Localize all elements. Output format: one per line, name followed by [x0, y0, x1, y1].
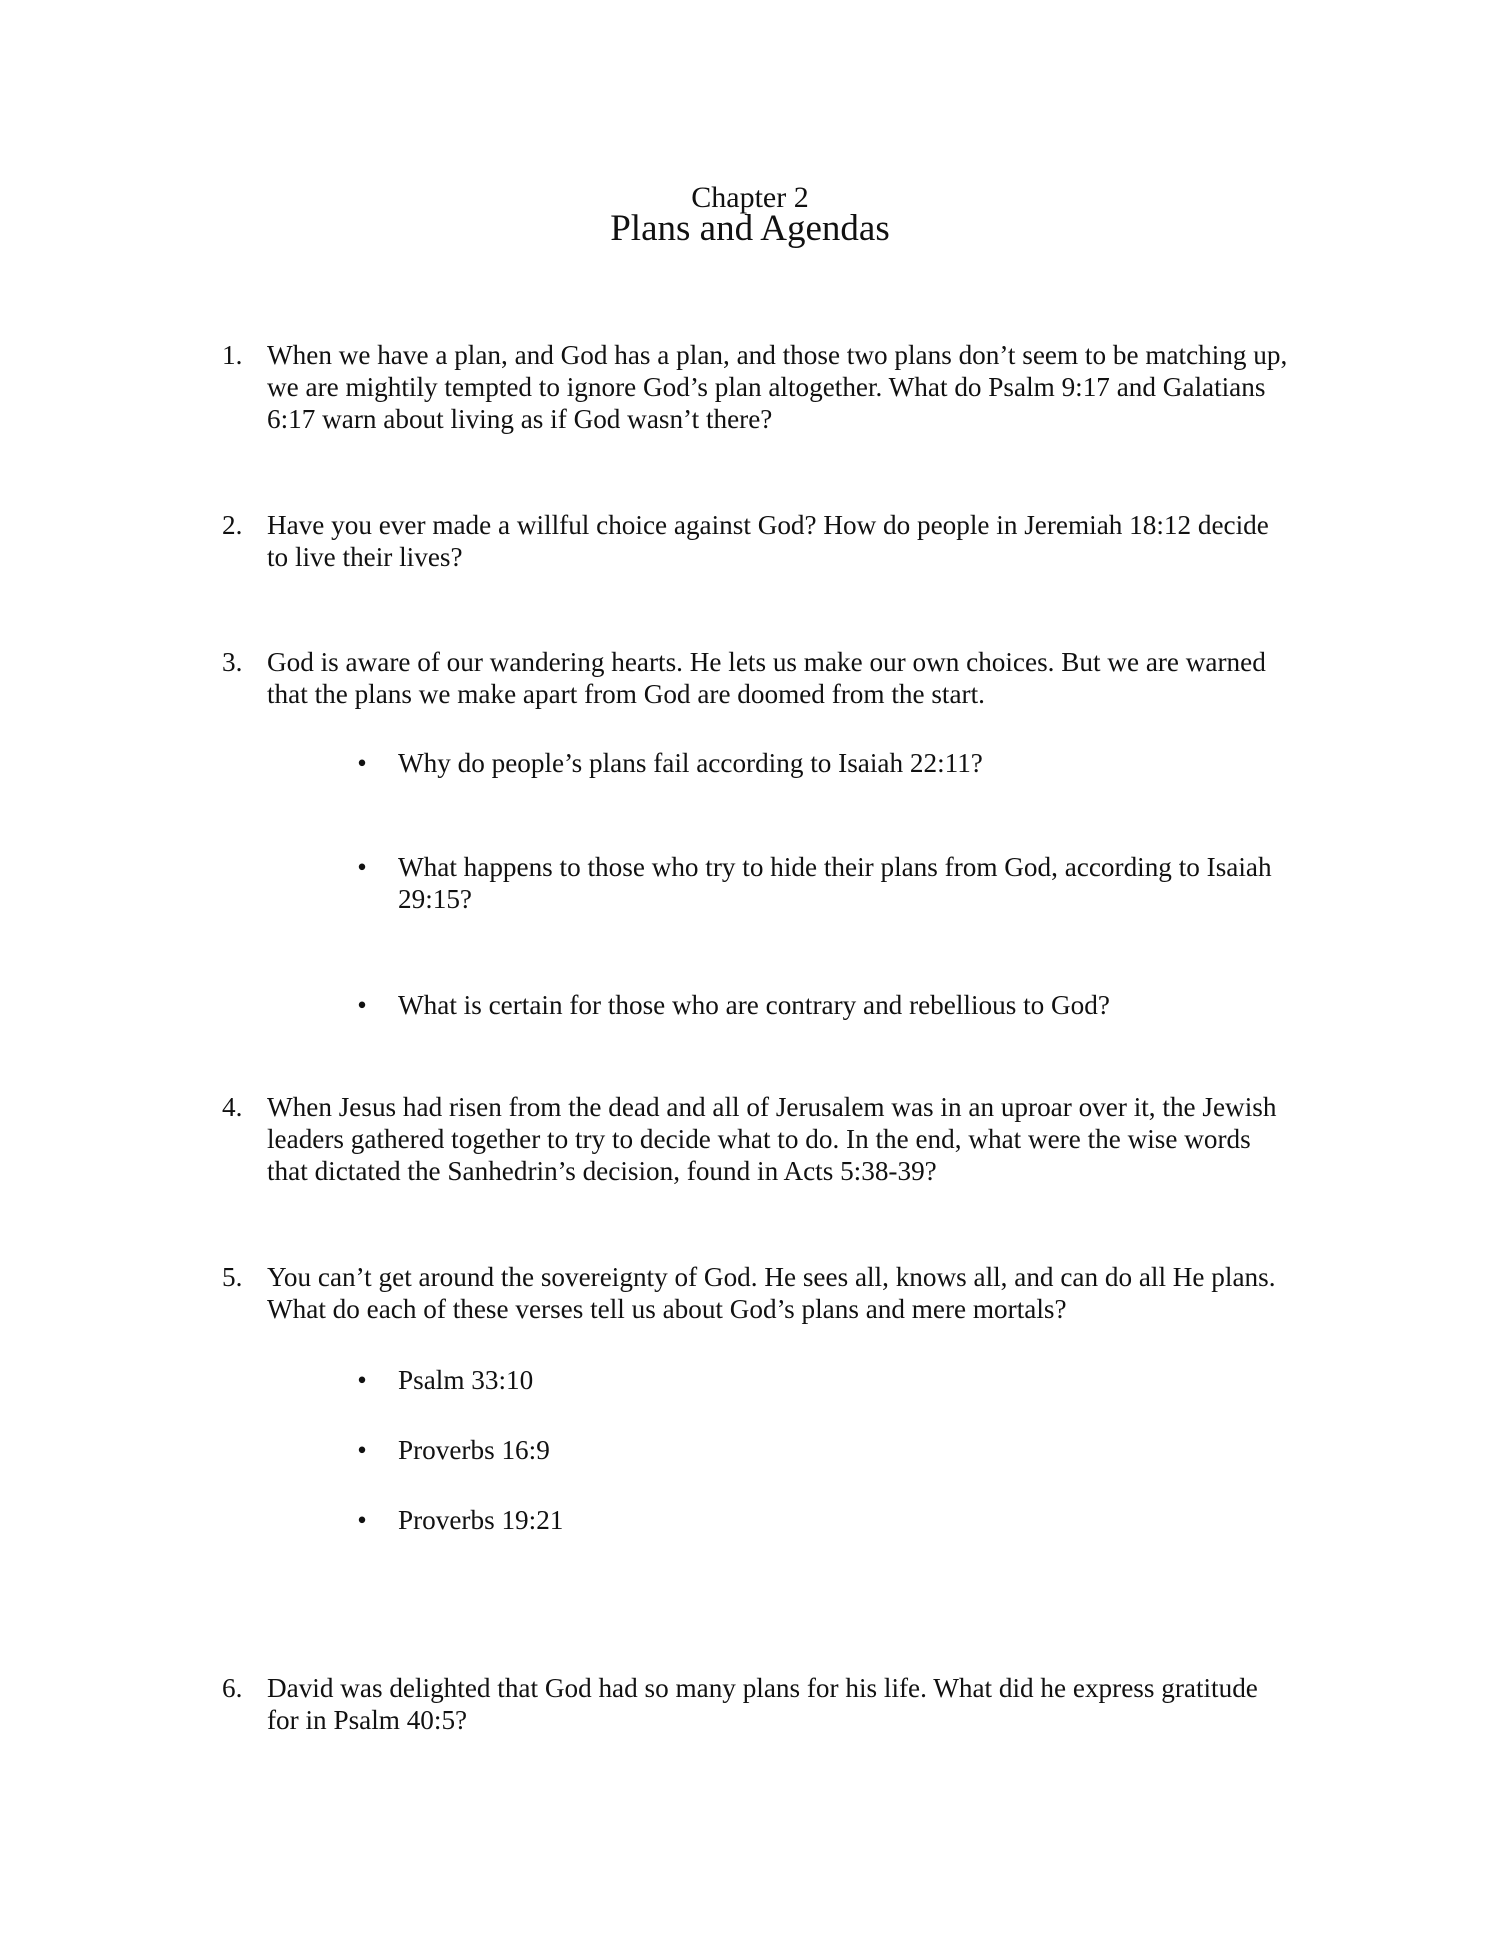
question-number: 3. [222, 647, 243, 677]
bullet-icon: • [357, 1365, 367, 1395]
bullet-icon: • [357, 852, 367, 882]
bullet-icon: • [357, 990, 367, 1020]
question-text: David was delighted that God had so many plans for his life. What did he express gratitude for in Psalm 40:5? [267, 1673, 1258, 1735]
question-number: 6. [222, 1673, 243, 1703]
question-number: 4. [222, 1092, 243, 1122]
question-text: God is aware of our wandering hearts. He lets us make our own choices. But we are warned that the plans we make apart from God are doomed from the start. [267, 647, 1266, 709]
bullet-text: What is certain for those who are contrary and rebellious to God? [398, 990, 1110, 1020]
question-1 [222, 339, 1292, 435]
chapter-label: Chapter 2 [691, 181, 809, 214]
bullet-icon: • [357, 748, 367, 778]
question-text: Have you ever made a willful choice against God? How do people in Jeremiah 18:12 decide to live their lives? [267, 510, 1269, 572]
question-text: When we have a plan, and God has a plan, and those two plans don’t seem to be matching up, we are mightily tempted to ignore God’s plan altogether. What do Psalm 9:17 and Galatians 6:17 warn about living as if God wasn’t there? [267, 340, 1288, 434]
question-5 [222, 1261, 1292, 1325]
bullet-icon: • [357, 1505, 367, 1535]
question-number: 2. [222, 510, 243, 540]
bullet-text: What happens to those who try to hide their plans from God, according to Isaiah 29:15? [398, 852, 1272, 914]
question-6 [222, 1672, 1292, 1736]
chapter-title: Plans and Agendas [610, 208, 890, 249]
question-3 [222, 646, 1292, 710]
question-5-bullet-1 [352, 1364, 1292, 1396]
question-5-bullet-2 [352, 1434, 1292, 1466]
bullet-text: Why do people’s plans fail according to Isaiah 22:11? [398, 748, 983, 778]
question-2 [222, 509, 1292, 573]
question-3-bullet-3 [352, 989, 1292, 1021]
bullet-text: Psalm 33:10 [398, 1365, 534, 1395]
question-number: 1. [222, 340, 243, 370]
question-3-bullet-1 [352, 747, 1292, 779]
question-3-bullet-2 [352, 851, 1292, 915]
question-text: You can’t get around the sovereignty of God. He sees all, knows all, and can do all He plans. What do each of these verses tell us about God’s plans and mere mortals? [267, 1262, 1276, 1324]
question-number: 5. [222, 1262, 243, 1292]
question-text: When Jesus had risen from the dead and all of Jerusalem was in an uproar over it, the Jewish leaders gathered together to try to decide what to do. In the end, what were the wise words that dictated the Sanhedrin’s decision, found in Acts 5:38-39? [267, 1092, 1277, 1186]
bullet-icon: • [357, 1435, 367, 1465]
bullet-text: Proverbs 16:9 [398, 1435, 550, 1465]
bullet-text: Proverbs 19:21 [398, 1505, 564, 1535]
question-4 [222, 1091, 1292, 1187]
question-5-bullet-3 [352, 1504, 1292, 1536]
